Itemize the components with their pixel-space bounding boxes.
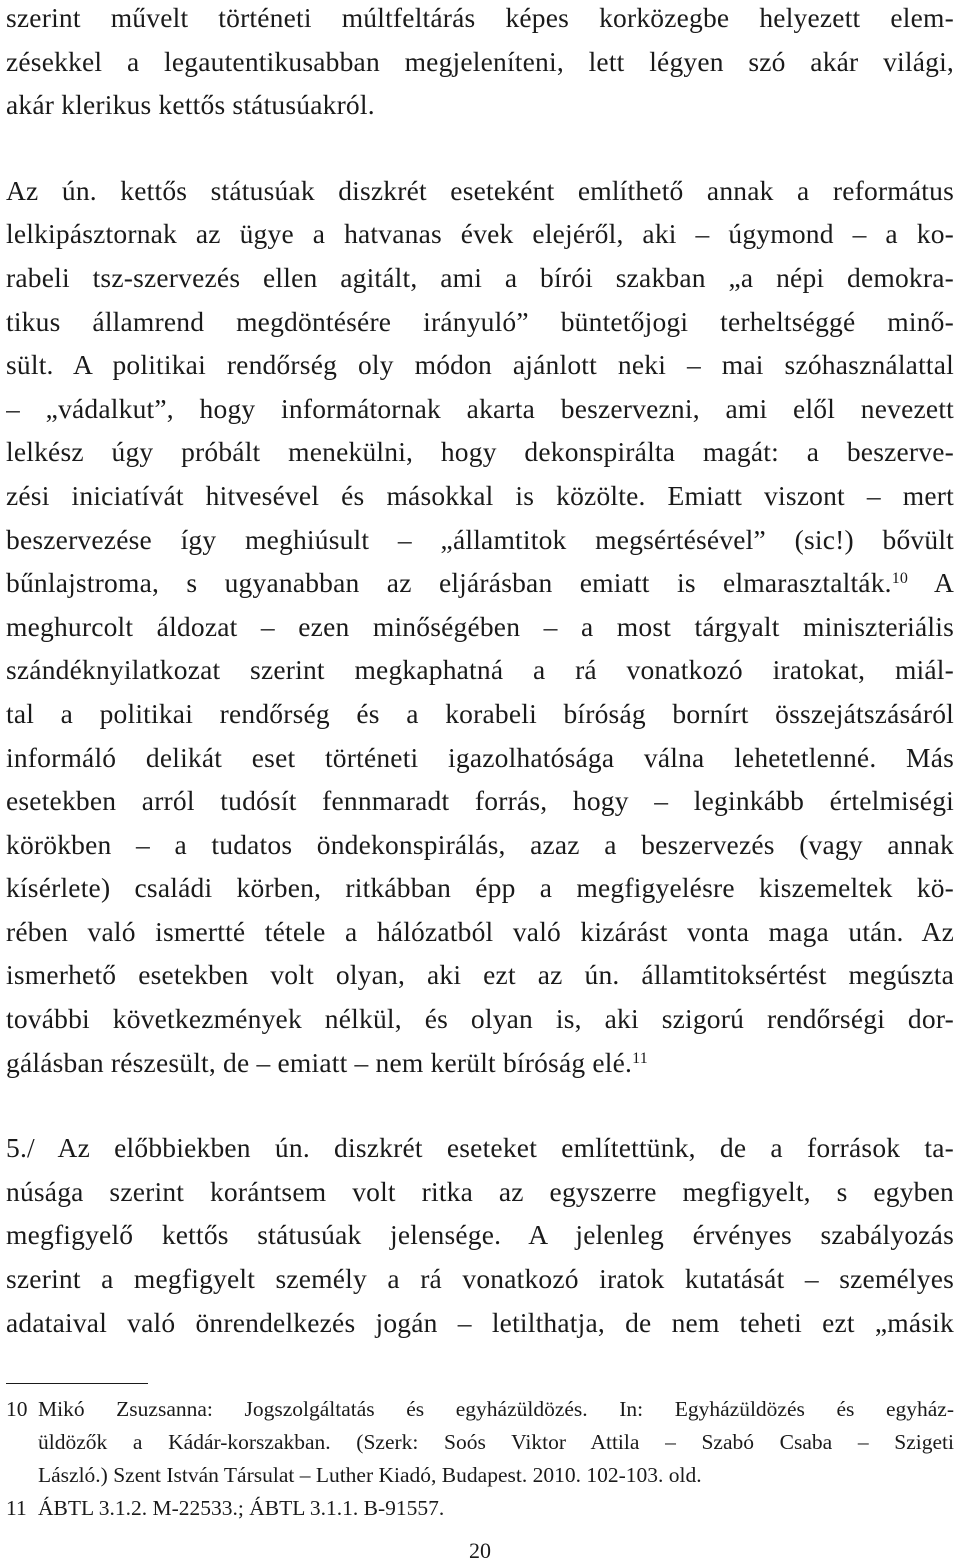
text-segment: A — [933, 567, 954, 599]
footnotes — [6, 1393, 954, 1525]
footnote-10 — [6, 1393, 954, 1426]
text-line: tikus államrend megdöntésére irányuló” büntetőjogi terheltséggé minő- — [6, 305, 954, 337]
text-line: szándéknyilatkozat szerint megkaphatná a rá vonatkozó iratokat, miál- — [6, 654, 954, 686]
text-line: szerint a megfigyelt személy a rá vonatkozó iratok kutatását – személyes — [6, 1263, 954, 1295]
text-line: esetekben arról tudósít fennmaradt forrás, hogy – leginkább értelmiségi — [6, 785, 954, 817]
text-segment: bűnlajstroma, s ugyanabban az eljárásban emiatt is elmarasztalták. — [6, 567, 892, 599]
text-line: zésekkel a legautentikusabban megjeleníteni, lett légyen szó akár világi, — [6, 45, 954, 77]
text-line: akár klerikus kettős státusúakról. — [6, 89, 375, 121]
footnote-line: László.) Szent István Társulat – Luther Kiadó, Budapest. 2010. 102-103. old. — [38, 1463, 702, 1487]
text-line: 5./ Az előbbiekben ún. diszkrét eseteket említettünk, de a források ta- — [6, 1132, 954, 1164]
text-line: megfigyelő kettős státusúak jelensége. A jelenleg érvényes szabályozás — [6, 1219, 954, 1251]
footnote-text: Mikó Zsuzsanna: Jogszolgáltatás és egyházüldözés. In: Egyházüldözés és egyház- — [38, 1397, 954, 1421]
text-line: zési iniciatívát hitvesével és másokkal is közölte. Emiatt viszont – mert — [6, 479, 954, 511]
text-line: rében való ismertté tétele a hálózatból való kizárást vonta maga után. Az — [6, 915, 954, 947]
text-line: lelkipásztornak az ügye a hatvanas évek elejéről, aki – úgymond – a ko- — [6, 218, 954, 250]
text-line: Az ún. kettős státusúak diszkrét eseteként említhető annak a református — [6, 174, 954, 206]
body-text — [6, 0, 954, 1344]
text-line: rabeli tsz-szervezés ellen agitált, ami a bírói szakban „a népi demokra- — [6, 261, 954, 293]
text-line: núsága szerint korántsem volt ritka az egyszerre megfigyelt, s egyben — [6, 1175, 954, 1207]
text-line: – „vádalkut”, hogy informátornak akarta beszervezni, ami elől nevezett — [6, 392, 954, 424]
footnote-11 — [6, 1492, 954, 1525]
text-line: beszervezése így meghiúsult – „államtitok megsértésével” (sic!) bővült — [6, 523, 954, 555]
text-line: meghurcolt áldozat – ezen minőségében – a most tárgyalt miniszteriális — [6, 610, 954, 642]
footnote-ref-10[interactable]: 10 — [891, 570, 909, 588]
footnote-number: 11 — [6, 1496, 27, 1520]
text-line: lelkész úgy próbált menekülni, hogy dekonspirálta magát: a beszerve- — [6, 436, 954, 468]
paragraph-gap — [6, 127, 954, 169]
footnote-text: ÁBTL 3.1.2. M-22533.; ÁBTL 3.1.1. B-91557. — [38, 1496, 445, 1520]
text-segment: gálásban részesült, de – emiatt – nem került bíróság elé. — [6, 1046, 633, 1078]
text-line: további következmények nélkül, és olyan is, aki szigorú rendőrségi dor- — [6, 1003, 954, 1035]
footnote-number: 10 — [6, 1397, 28, 1421]
text-line-with-footnote-ref — [6, 561, 954, 605]
text-line-with-footnote-ref — [6, 1041, 954, 1085]
footnote-ref-11[interactable]: 11 — [632, 1049, 648, 1067]
text-line: tal a politikai rendőrség és a korabeli bíróság bornírt összejátszásáról — [6, 697, 954, 729]
text-line: kísérlete) családi körben, ritkábban épp a megfigyelésre kiszemeltek kö- — [6, 872, 954, 904]
text-line: informáló delikát eset történeti igazolhatósága válna lehetetlenné. Más — [6, 741, 954, 773]
text-line: körökben – a tudatos öndekonspirálás, azaz a beszervezés (vagy annak — [6, 828, 954, 860]
footnote-line: üldözők a Kádár-korszakban. (Szerk: Soós Viktor Attila – Szabó Csaba – Szigeti — [38, 1430, 954, 1454]
text-line: ismerhető esetekben volt olyan, aki ezt az ún. államtitoksértést megúszta — [6, 959, 954, 991]
text-line: adataival való önrendelkezés jogán – letilthatja, de nem teheti ezt „másik — [6, 1306, 954, 1338]
text-line: sült. A politikai rendőrség oly módon ajánlott neki – mai szóhasználattal — [6, 349, 954, 381]
footnote-separator — [6, 1383, 148, 1384]
text-line: szerint művelt történeti múltfeltárás képes korközegbe helyezett elem- — [6, 2, 954, 33]
page-number: 20 — [469, 1538, 491, 1563]
paragraph-gap — [6, 1084, 954, 1126]
